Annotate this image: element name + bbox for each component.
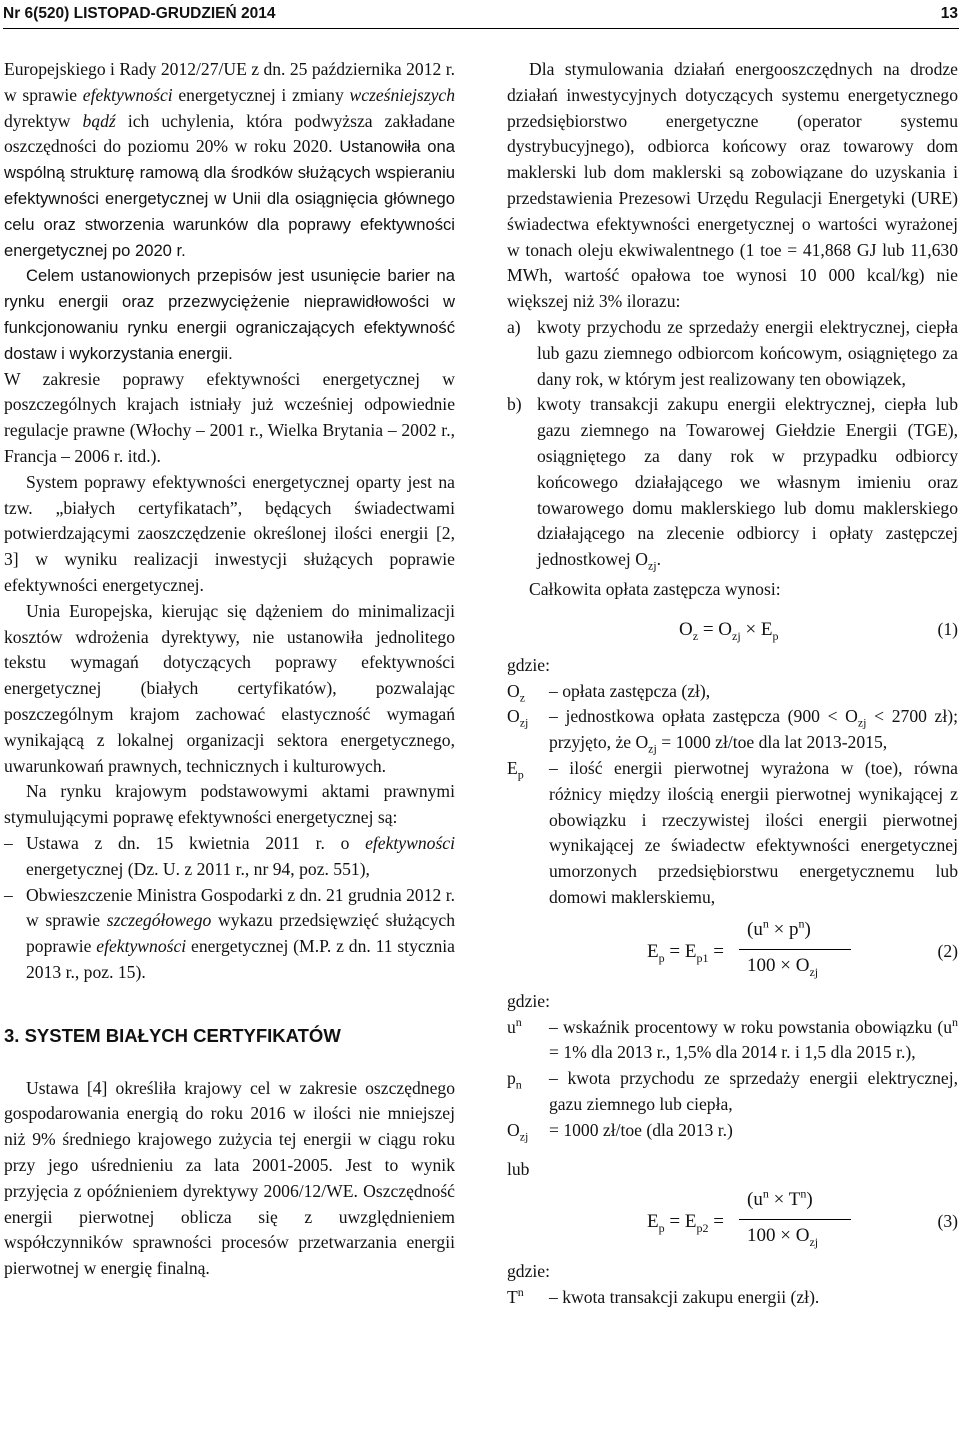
list-item: – Obwieszczenie Ministra Gospodarki z dn. 21 grudnia 2012 r. w sprawie szczegółowego wykazu przedsięwzięć służących poprawie efektywności energetycznej (M.P. z dn. 11 stycznia 2013 r., poz. 15). bbox=[4, 884, 456, 982]
definition: $O_z$ – opłata zastępcza (zł), bbox=[507, 680, 711, 705]
definition: $O_{zj}$ – jednostkowa opłata zastępcza ($900 < O_{zj} < 2700$ zł); przyjęto, że $O_{zj} = 1000$ zł/toe dla lat 2013-2015, bbox=[507, 706, 958, 756]
where-label: gdzie: bbox=[507, 654, 550, 675]
paragraph-goal: Celem ustanowionych przepisów jest usunięcie barier na rynku energii oraz przezwyciężenie nieprawidłowości w funkcjonowaniu rynku energii ograniczających efektywność dostaw i wykorzystania energii. bbox=[4, 266, 455, 363]
definition: $u^n$ – wskaźnik procentowy w roku powstania obowiązku ($u^n = 1\%$ dla 2013 r., 1,5% dla 2014 r. i 1,5 dla 2015 r.), bbox=[507, 1014, 958, 1063]
where-label: gdzie: bbox=[507, 990, 550, 1011]
paragraph-act-target: Ustawa [4] określiła krajowy cel w zakresie oszczędnego gospodarowania energią do roku 2016 w ilości nie mniejszej niż 9% średniego krajowego zużycia tej energii w ciągu roku przy jego uśrednieniu za lata 2001-2005. Jest to wynik przyjęcia z opóźnieniem dyrektywy 2006/12/WE. Oszczędność energii pierwotnej oblicza się z uwzględnieniem współczynników sprawności procesów przetwarzania energii pierwotnej w energię finalną. bbox=[4, 1077, 455, 1279]
formula-2: $E_p = E_{p1}$ = $(u^n \times p^n)$ $100 \times O_{zj}$ (2) bbox=[647, 916, 958, 979]
where-label: gdzie: bbox=[507, 1261, 550, 1282]
paragraph-white-certificates: System poprawy efektywności energetycznej oparty jest na tzw. „białych certyfikatach”, będących świadectwami potwierdzającymi zaoszczędzenie określonej ilości energii [2, 3] w wyniku realizacji inwestycji służących poprawie efektywności energetycznej. bbox=[4, 471, 455, 595]
page-number: 13 bbox=[940, 5, 958, 22]
page-header bbox=[3, 2, 959, 29]
definition: $T^n$ – kwota transakcji zakupu energii (zł). bbox=[507, 1285, 820, 1308]
list-item: – Ustawa z dn. 15 kwietnia 2011 r. o efektywności energetycznej (Dz. U. z 2011 r., nr 94, poz. 551), bbox=[4, 832, 455, 879]
equation-number: (2) bbox=[937, 940, 958, 961]
journal-issue: Nr 6(520) LISTOPAD-GRUDZIEŃ 2014 bbox=[3, 5, 276, 22]
list-item: b) kwoty transakcji zakupu energii elektrycznej, ciepła lub gazu ziemnego na Towarowej Giełdzie Energii (TGE), osiągniętego za dany rok w przypadku odbiorcy końcowego działającego we własnym imieniu oraz towarowego domu maklerskiego lub domu maklerskiego działającego na zlecenie odbiorcy i opłaty zastępczej jednostkowej $O_{zj}$. bbox=[507, 394, 958, 573]
definition: $O_{zj}$ = 1000 zł/toe (dla 2013 r.) bbox=[507, 1119, 733, 1144]
list-item: a) kwoty przychodu ze sprzedaży energii elektrycznej, ciepła lub gazu ziemnego odbiorcom końcowym, osiągniętego za dany rok, w którym jest realizowany ten obowiązek, bbox=[507, 316, 958, 389]
equation-number: (1) bbox=[937, 618, 958, 639]
formula-3: $E_p = E_{p2}$ = $(u^n \times T^n)$ $100 \times O_{zj}$ (3) bbox=[647, 1186, 958, 1250]
equation-number: (3) bbox=[937, 1211, 958, 1232]
right-column bbox=[507, 57, 958, 1311]
section-heading: 3. SYSTEM BIAŁYCH CERTYFIKATÓW bbox=[4, 1024, 341, 1046]
paragraph-directive: Europejskiego i Rady 2012/27/UE z dn. 25 października 2012 r. w sprawie efektywności energetycznej i zmiany wcześniejszych dyrektyw bądź ich uchylenia, która podwyższa zakładane oszczędności do poziomu 20% w roku 2020. Ustanowiła ona wspólną strukturę ramową dla środków służących wspieraniu efektywności energetycznej w Unii dla osiągnięcia głównego celu oraz stworzenia warunków dla poprawy efektywności energetycznej po 2020 r. bbox=[4, 59, 456, 260]
formula-1: $O_z = O_{zj} \times E_p$ (1) bbox=[679, 618, 958, 643]
paragraph-acts: Na rynku krajowym podstawowymi aktami prawnymi stymulującymi poprawę efektywności energetycznej są: bbox=[4, 781, 455, 828]
fraction-bar bbox=[739, 1219, 851, 1220]
paragraph-stimulation: Dla stymulowania działań energooszczędnych na drodze działań inwestycyjnych dotyczących systemu energetycznego przedsiębiorstwo energetyczne (operator systemu dystrybucyjnego), odbiorca końcowy oraz towarowy dom maklerski lub dom maklerski są zobowiązane do uzyskania i przedstawienia Prezesowi Urzędu Regulacji Energetyki (URE) świadectwa efektywności energetycznej o wartości wyrażonej w tonach oleju ekwiwalentnego (1 toe = 41,868 GJ lub 11,630 MWh, wartość opałowa toe wynosi 10 000 kcal/kg) nie większej niż 3% ilorazu: bbox=[507, 59, 958, 312]
fraction-bar bbox=[739, 949, 851, 950]
paragraph-regulations: W zakresie poprawy efektywności energetycznej w poszczególnych krajach istniały już wcześniej odpowiednie regulacje prawne (Włochy – 2001 r., Wielka Brytania – 2002 r., Francja – 2006 r. itd.). bbox=[4, 368, 455, 466]
or-label: lub bbox=[507, 1159, 530, 1180]
left-column bbox=[4, 57, 455, 1282]
paragraph-eu: Unia Europejska, kierując się dążeniem do minimalizacji kosztów wdrożenia dyrektywy, nie ustanowiła jednolitego tekstu wymagań dotyczących poprawy efektywności energetycznej (białych certyfikatów), pozwalając poszczególnym krajom zachować elastyczność wymagań wynikającą z lokalnej organizacji sektora energetycznego, uwarunkowań prawnych, technicznych i kulturowych. bbox=[4, 600, 455, 776]
formula-intro: Całkowita opłata zastępcza wynosi: bbox=[529, 578, 781, 599]
definition: $E_p$ – ilość energii pierwotnej wyrażona w (toe), równa różnicy między ilością energii pierwotnej wynikającej z obowiązku i rzeczywistej ilości energii pierwotnej wynikającej ze świadectw efektywności energetycznej umorzonych przedsiębiorstwu energetycznemu lub domowi maklerskiemu, bbox=[507, 757, 958, 907]
definition: $p_n$ – kwota przychodu ze sprzedaży energii elektrycznej, gazu ziemnego lub ciepła, bbox=[507, 1068, 958, 1114]
